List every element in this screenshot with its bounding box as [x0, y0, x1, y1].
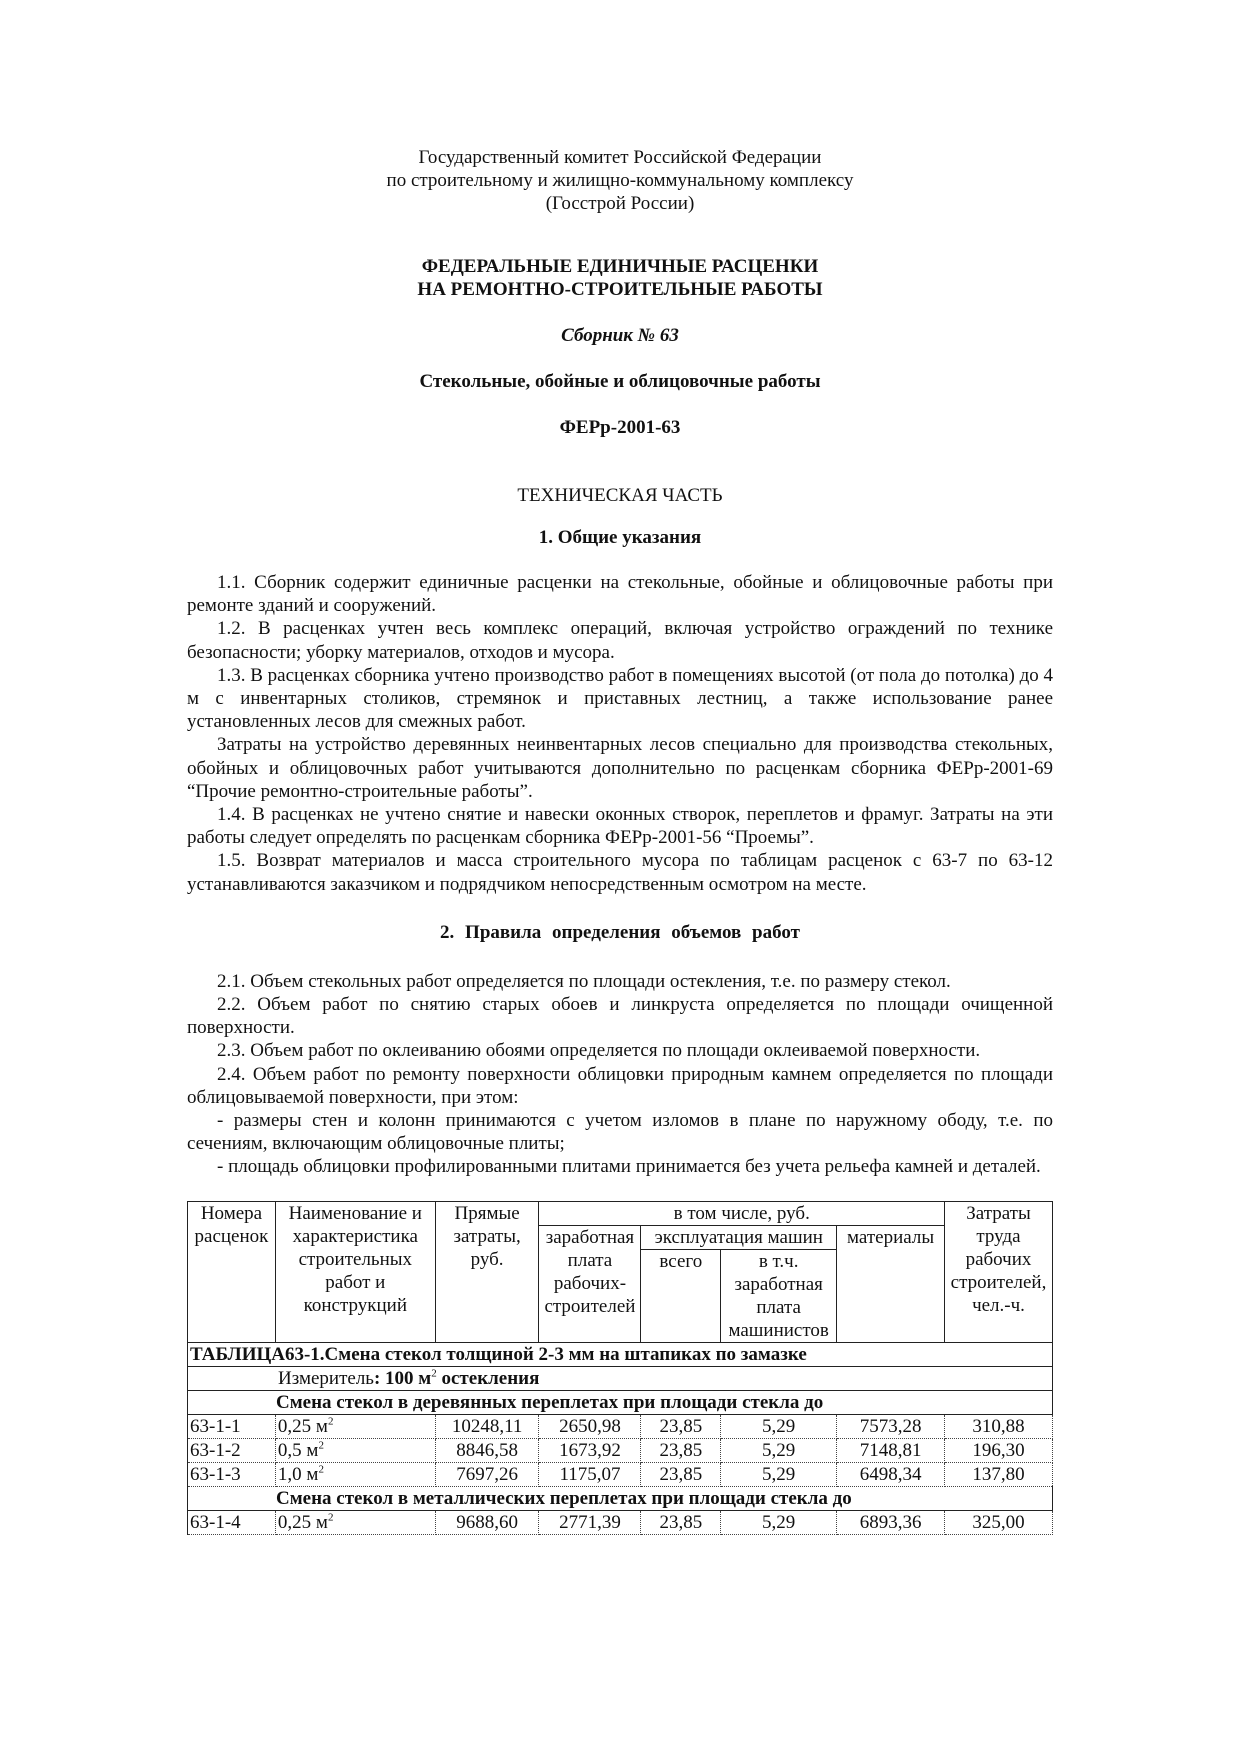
rate-wage: 2771,39	[539, 1510, 641, 1534]
rate-name: 1,0 $м^2$	[275, 1462, 435, 1486]
header-machines-total: всего	[641, 1249, 721, 1342]
header-name: Наименование и характеристика строительных работ и конструкций	[275, 1201, 435, 1342]
table-title-row	[188, 1342, 1053, 1366]
title-line-1: ФЕДЕРАЛЬНЫЕ ЕДИНИЧНЫЕ РАСЦЕНКИ	[421, 256, 819, 277]
rate-materials: 7573,28	[837, 1414, 945, 1438]
paragraph: 1.4. В расценках не учтено снятие и навески оконных створок, переплетов и фрамуг. Затраты на эти работы следует определять по расценкам сборника ФЕРр-2001-56 “Проемы”.	[187, 804, 1053, 849]
rate-wage: 2650,98	[539, 1414, 641, 1438]
paragraph: 1.2. В расценках учтен весь комплекс операций, включая устройство ограждений по технике безопасности; уборку материалов, отходов и мусора.	[187, 618, 1053, 663]
title-line-2: НА РЕМОНТНО-СТРОИТЕЛЬНЫЕ РАБОТЫ	[417, 279, 823, 300]
rate-machines-wage: 5,29	[721, 1510, 837, 1534]
rates-table	[187, 1201, 1053, 1535]
rate-labor: 196,30	[945, 1438, 1053, 1462]
rate-name: 0,25 $м^2$	[275, 1414, 435, 1438]
table-row	[188, 1414, 1053, 1438]
rate-name: 0,25 $м^2$	[275, 1510, 435, 1534]
group-row	[188, 1390, 1053, 1414]
rate-machines-wage: 5,29	[721, 1438, 837, 1462]
rate-labor: 137,80	[945, 1462, 1053, 1486]
organization-block	[187, 146, 1053, 215]
table-header-row	[188, 1201, 1053, 1225]
group-row	[188, 1486, 1053, 1510]
rate-labor: 325,00	[945, 1510, 1053, 1534]
header-wage: заработная плата рабочих-строителей	[539, 1225, 641, 1342]
rate-machines: 23,85	[641, 1414, 721, 1438]
paragraph: 2.1. Объем стекольных работ определяется по площади остекления, т.е. по размеру стекол.	[217, 970, 951, 992]
table-title: ТАБЛИЦА63-1.Смена стекол толщиной 2-3 мм на штапиках по замазке	[188, 1342, 1053, 1366]
paragraph: - площадь облицовки профилированными плитами принимается без учета рельефа камней и деталей.	[217, 1156, 1041, 1178]
rate-materials: 6893,36	[837, 1510, 945, 1534]
title-block	[187, 255, 1053, 301]
header-direct-costs: Прямые затраты, руб.	[435, 1201, 539, 1342]
paragraph: 1.3. В расценках сборника учтено производство работ в помещениях высотой (от пола до потолка) до 4 м с инвентарных столиков, стремянок и приставных лестниц, а также использование ранее установленных лесов для смежных работ.	[187, 664, 1053, 733]
header-materials: материалы	[837, 1225, 945, 1342]
table-row	[188, 1510, 1053, 1534]
rate-direct: 7697,26	[435, 1462, 539, 1486]
header-code: Номера расценок	[188, 1201, 276, 1342]
rate-machines-wage: 5,29	[721, 1462, 837, 1486]
section-2-body	[187, 970, 1053, 1179]
meter-prefix: Измеритель	[278, 1367, 374, 1389]
document-page	[187, 146, 1053, 1535]
org-line-1: Государственный комитет Российской Федерации	[418, 147, 822, 168]
org-line-2: по строительному и жилищно-коммунальному комплексу	[386, 170, 854, 191]
table-row	[188, 1438, 1053, 1462]
rate-wage: 1673,92	[539, 1438, 641, 1462]
section-1-body	[187, 571, 1053, 896]
section-2-title: 2. Правила определения объемов работ	[440, 921, 800, 943]
rate-direct: 8846,58	[435, 1438, 539, 1462]
paragraph: 2.2. Объем работ по снятию старых обоев и линкруста определяется по площади очищенной поверхности.	[187, 994, 1053, 1039]
rate-code: 63-1-1	[188, 1414, 276, 1438]
org-line-3: (Госстрой России)	[545, 193, 695, 214]
rate-code: 63-1-3	[188, 1462, 276, 1486]
rate-materials: 7148,81	[837, 1438, 945, 1462]
group-title: Смена стекол в деревянных переплетах при площади стекла до	[188, 1390, 1053, 1414]
paragraph: 2.4. Объем работ по ремонту поверхности облицовки природным камнем определяется по площади облицовываемой поверхности, при этом:	[187, 1063, 1053, 1108]
rate-code: 63-1-2	[188, 1438, 276, 1462]
header-machines-wage: в т.ч. заработная плата машинистов	[721, 1249, 837, 1342]
rate-materials: 6498,34	[837, 1462, 945, 1486]
meter-suffix: остекления	[436, 1367, 540, 1389]
collection-number: Сборник № 63	[561, 325, 679, 346]
header-labor: Затраты труда рабочих строителей, чел.-ч.	[945, 1201, 1053, 1342]
rate-machines-wage: 5,29	[721, 1414, 837, 1438]
meter-cell	[188, 1366, 1053, 1390]
paragraph: Затраты на устройство деревянных неинвентарных лесов специально для производства стекольных, обойных и облицовочных работ учитываются дополнительно по расценкам сборника ФЕРр-2001-69 “Прочие ремонтно-строительные работы”.	[187, 734, 1053, 802]
group-title: Смена стекол в металлических переплетах при площади стекла до	[188, 1486, 1053, 1510]
collection-subject: Стекольные, обойные и облицовочные работы	[419, 371, 821, 392]
rate-direct: 10248,11	[435, 1414, 539, 1438]
rate-machines: 23,85	[641, 1510, 721, 1534]
paragraph: - размеры стен и колонн принимаются с учетом изломов в плане по наружному ободу, т.е. по сечениям, включающим облицовочные плиты;	[187, 1110, 1053, 1155]
rate-machines: 23,85	[641, 1438, 721, 1462]
paragraph: 1.1. Сборник содержит единичные расценки на стекольные, обойные и облицовочные работы при ремонте зданий и сооружений.	[187, 572, 1053, 617]
header-machines: эксплуатация машин	[641, 1225, 837, 1249]
meter-value: : 100 м	[373, 1367, 432, 1389]
rate-labor: 310,88	[945, 1414, 1053, 1438]
rate-wage: 1175,07	[539, 1462, 641, 1486]
section-1-title: 1. Общие указания	[538, 527, 702, 548]
paragraph: 2.3. Объем работ по оклеиванию обоями определяется по площади оклеиваемой поверхности.	[217, 1040, 981, 1062]
table-row	[188, 1462, 1053, 1486]
header-including: в том числе, руб.	[539, 1201, 945, 1225]
meter-row	[188, 1366, 1053, 1390]
rate-machines: 23,85	[641, 1462, 721, 1486]
tech-part-heading: ТЕХНИЧЕСКАЯ ЧАСТЬ	[517, 485, 723, 506]
rate-code: 63-1-4	[188, 1510, 276, 1534]
collection-code: ФЕРр-2001-63	[559, 417, 681, 438]
meter-sup: 2	[431, 1367, 437, 1380]
rate-direct: 9688,60	[435, 1510, 539, 1534]
paragraph: 1.5. Возврат материалов и масса строительного мусора по таблицам расценок с 63-7 по 63-12 устанавливаются заказчиком и подрядчиком непосредственным осмотром на месте.	[187, 850, 1053, 895]
rate-name: 0,5 $м^2$	[275, 1438, 435, 1462]
